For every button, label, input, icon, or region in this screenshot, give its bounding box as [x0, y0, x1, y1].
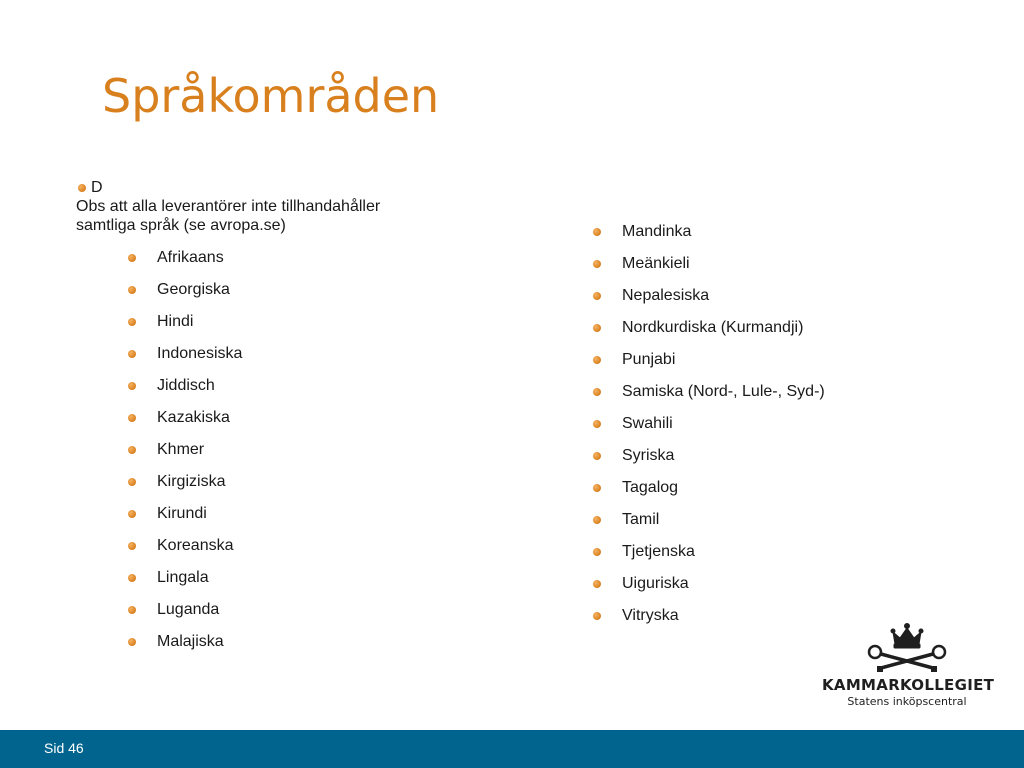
language-label: Meänkieli [622, 255, 690, 272]
language-label: Tjetjenska [622, 543, 695, 560]
bullet-dot-icon [593, 292, 601, 300]
language-item [593, 568, 825, 600]
language-label: Afrikaans [157, 249, 224, 266]
language-list-left [128, 242, 242, 658]
crown-keys-icon [857, 622, 957, 674]
bullet-dot-icon [78, 184, 86, 192]
language-label: Lingala [157, 569, 209, 586]
bullet-dot-icon [593, 228, 601, 236]
language-label: Jiddisch [157, 377, 215, 394]
language-label: Uiguriska [622, 575, 689, 592]
bullet-dot-icon [128, 318, 136, 326]
language-label: Hindi [157, 313, 194, 330]
bullet-dot-icon [128, 350, 136, 358]
language-item [128, 530, 242, 562]
bullet-dot-icon [128, 414, 136, 422]
language-item [593, 600, 825, 632]
bullet-dot-icon [128, 286, 136, 294]
language-item [593, 344, 825, 376]
bullet-dot-icon [128, 446, 136, 454]
bullet-dot-icon [128, 510, 136, 518]
language-item [128, 370, 242, 402]
bullet-dot-icon [593, 388, 601, 396]
language-label: Kirgiziska [157, 473, 226, 490]
language-item [593, 408, 825, 440]
language-item [593, 312, 825, 344]
language-label: Malajiska [157, 633, 224, 650]
language-label: Kazakiska [157, 409, 230, 426]
bullet-dot-icon [593, 548, 601, 556]
language-item [128, 466, 242, 498]
language-item [128, 338, 242, 370]
language-item [593, 536, 825, 568]
language-label: Tagalog [622, 479, 679, 496]
bullet-dot-icon [128, 254, 136, 262]
bullet-dot-icon [593, 356, 601, 364]
bullet-dot-icon [593, 420, 601, 428]
language-label: Koreanska [157, 537, 234, 554]
bullet-dot-icon [593, 580, 601, 588]
page-number: Sid 46 [44, 740, 84, 756]
language-item [593, 216, 825, 248]
language-label: Punjabi [622, 351, 676, 368]
language-item [128, 594, 242, 626]
language-item [128, 434, 242, 466]
language-item [128, 626, 242, 658]
language-label: Samiska (Nord-, Lule-, Syd-) [622, 383, 825, 400]
language-label: Luganda [157, 601, 220, 618]
bullet-dot-icon [128, 606, 136, 614]
bullet-dot-icon [593, 452, 601, 460]
bullet-dot-icon [128, 574, 136, 582]
language-item [593, 248, 825, 280]
language-item [593, 440, 825, 472]
logo-name: KAMMARKOLLEGIET [822, 676, 995, 694]
language-label: Indonesiska [157, 345, 243, 362]
footer-bar [0, 730, 1024, 768]
logo-tagline: Statens inköpscentral [847, 695, 967, 708]
bullet-dot-icon [128, 542, 136, 550]
language-item [593, 472, 825, 504]
language-item [128, 242, 242, 274]
language-item [128, 402, 242, 434]
bullet-dot-icon [593, 516, 601, 524]
language-label: Kirundi [157, 505, 207, 522]
bullet-dot-icon [128, 638, 136, 646]
language-item [593, 280, 825, 312]
bullet-dot-icon [593, 484, 601, 492]
language-item [128, 306, 242, 338]
intro-note: Obs att alla leverantörer inte tillhandahåller samtliga språk (se avropa.se) [76, 198, 381, 234]
language-label: Vitryska [622, 607, 679, 624]
bullet-dot-icon [128, 382, 136, 390]
intro-block [76, 178, 516, 235]
language-item [128, 562, 242, 594]
language-item [593, 376, 825, 408]
language-label: Georgiska [157, 281, 230, 298]
bullet-dot-icon [593, 324, 601, 332]
kammarkollegiet-logo [822, 622, 995, 708]
bullet-dot-icon [128, 478, 136, 486]
bullet-dot-icon [593, 260, 601, 268]
language-label: Mandinka [622, 223, 692, 240]
slide-title: Språkområden [102, 69, 440, 123]
language-item [128, 498, 242, 530]
language-label: Nordkurdiska (Kurmandji) [622, 319, 804, 336]
intro-bullet-text: D [91, 179, 103, 196]
language-list-right [593, 216, 825, 632]
language-item [593, 504, 825, 536]
language-label: Syriska [622, 447, 675, 464]
language-item [128, 274, 242, 306]
language-label: Nepalesiska [622, 287, 710, 304]
language-label: Tamil [622, 511, 660, 528]
bullet-dot-icon [593, 612, 601, 620]
language-label: Swahili [622, 415, 673, 432]
language-label: Khmer [157, 441, 205, 458]
